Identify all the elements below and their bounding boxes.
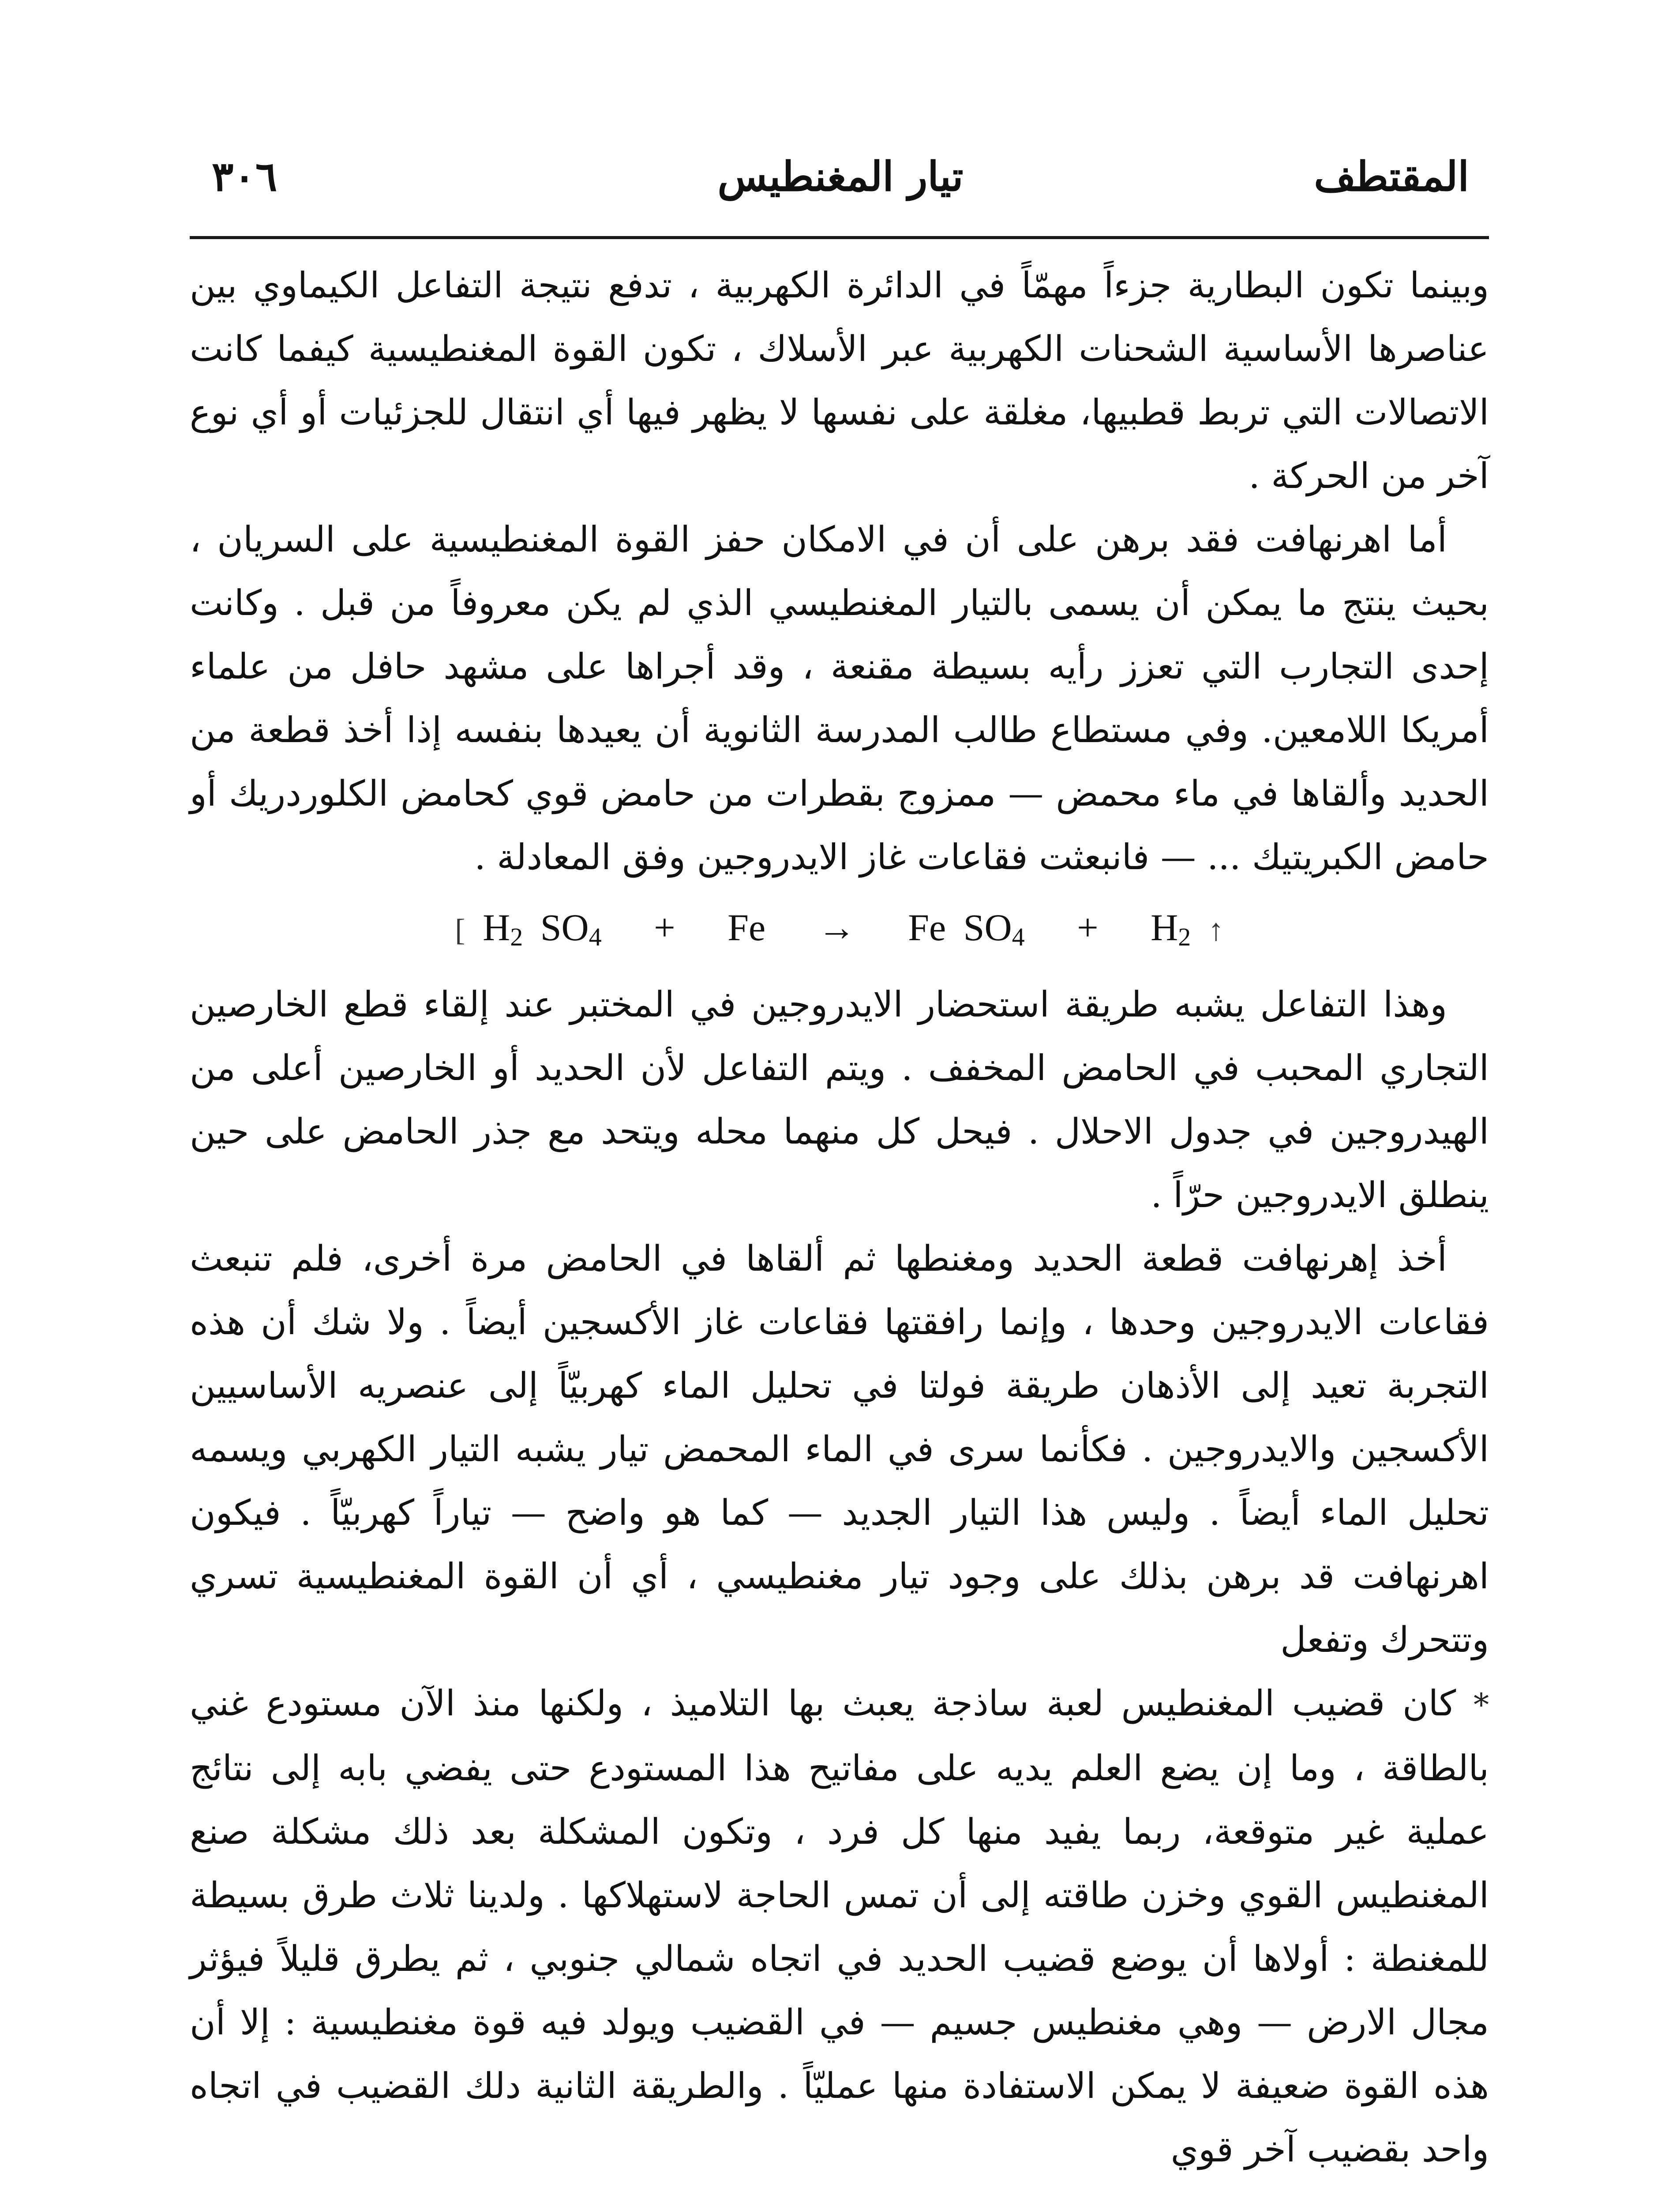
paragraph-5 <box>190 1672 1489 2181</box>
chemical-equation <box>190 894 1489 970</box>
paragraph-4: أخذ إهرنهافت قطعة الحديد ومغنطها ثم ألقاها في الحامض مرة أخرى، فلم تنبعث فقاعات الايدروجين وحدها ، وإنما رافقتها فقاعات غاز الأكسجين أيضاً . ولا شك أن هذه التجربة تعيد إلى الأذهان طريقة فولتا في تحليل الماء كهربيّاً إلى عنصريه الأساسيين الأكسجين والايدروجين . فكأنما سرى في الماء المحمض تيار يشبه التيار الكهربي ويسمه تحليل الماء أيضاً . وليس هذا التيار الجديد — كما هو واضح — تياراً كهربيّاً . فيكون اهرنهافت قد برهن بذلك على وجود تيار مغنطيسي ، أي أن القوة المغنطيسية تسري وتتحرك وتفعل <box>190 1238 1489 1660</box>
equation-arrow: → <box>818 906 856 949</box>
footnote-asterisk: * <box>1474 1687 1489 1723</box>
equation-reactant-iron: Fe <box>728 906 766 949</box>
article-body <box>190 254 1489 2181</box>
equation-reactant-acid: H2 SO4 <box>483 906 602 951</box>
equation-gas-arrow: ↑ <box>1208 913 1224 947</box>
equation-plus-2: + <box>1077 906 1099 949</box>
paragraph-2: أما اهرنهافت فقد برهن على أن في الامكان حفز القوة المغنطيسية على السريان ، بحيث ينتج ما يمكن أن يسمى بالتيار المغنطيسي الذي لم يكن معروفاً من قبل . وكانت إحدى التجارب التي تعزز رأيه بسيطة مقنعة ، وقد أجراها على مشهد حافل من علماء أمريكا اللامعين. وفي مستطاع طالب المدرسة الثانوية أن يعيدها بنفسه إذا أخذ قطعة من الحديد وألقاها في ماء محمض — ممزوج بقطرات من حامض قوي كحامض الكلوردريك أو حامض الكبريتيك ... — فانبعثت فقاعات غاز الايدروجين وفق المعادلة . <box>190 519 1489 878</box>
header-divider <box>190 236 1489 239</box>
equation-left-mark: [ <box>455 913 465 947</box>
paragraph-3: وهذا التفاعل يشبه طريقة استحضار الايدروجين في المختبر عند إلقاء قطع الخارصين التجاري المحبب في الحامض المخفف . ويتم التفاعل لأن الحديد أو الخارصين أعلى من الهيدروجين في جدول الاحلال . فيحل كل منهما محله ويتحد مع جذر الحامض على حين ينطلق الايدروجين حرّاً . <box>190 984 1489 1216</box>
article-title: تيار المغنطيس <box>717 153 964 200</box>
running-header <box>194 146 1487 207</box>
equation-product-sulfate: Fe SO4 <box>908 906 1025 951</box>
equation-plus-1: + <box>654 906 675 949</box>
paragraph-5-text: كان قضيب المغنطيس لعبة ساذجة يعبث بها التلاميذ ، ولكنها منذ الآن مستودع غني بالطاقة ، وما إن يضع العلم يديه على مفاتيح هذا المستودع حتى يفضي بابه إلى نتائج عملية غير متوقعة، ربما يفيد منها كل فرد ، وتكون المشكلة بعد ذلك مشكلة صنع المغنطيس القوي وخزن طاقته إلى أن تمس الحاجة لاستهلاكها . ولدينا ثلاث طرق بسيطة للمغنطة : أولاها أن يوضع قضيب الحديد في اتجاه شمالي جنوبي ، ثم يطرق قليلاً فيؤثر مجال الارض — وهي مغنطيس جسيم — في القضيب ويولد فيه قوة مغنطيسية : إلا أن هذه القوة ضعيفة لا يمكن الاستفادة منها عمليّاً . والطريقة الثانية دلك القضيب في اتجاه واحد بقضيب آخر قوي <box>190 1683 1489 2170</box>
equation-product-hydrogen: H2 <box>1151 906 1191 951</box>
page-number: ٣٠٦ <box>212 153 278 200</box>
paragraph-1: وبينما تكون البطارية جزءاً مهمّاً في الدائرة الكهربية ، تدفع نتيجة التفاعل الكيماوي بين عناصرها الأساسية الشحنات الكهربية عبر الأسلاك ، تكون القوة المغنطيسية كيفما كانت الاتصالات التي تربط قطبيها، مغلقة على نفسها لا يظهر فيها أي انتقال للجزئيات أو أي نوع آخر من الحركة . <box>190 265 1489 496</box>
journal-name: المقتطف <box>1314 153 1469 200</box>
